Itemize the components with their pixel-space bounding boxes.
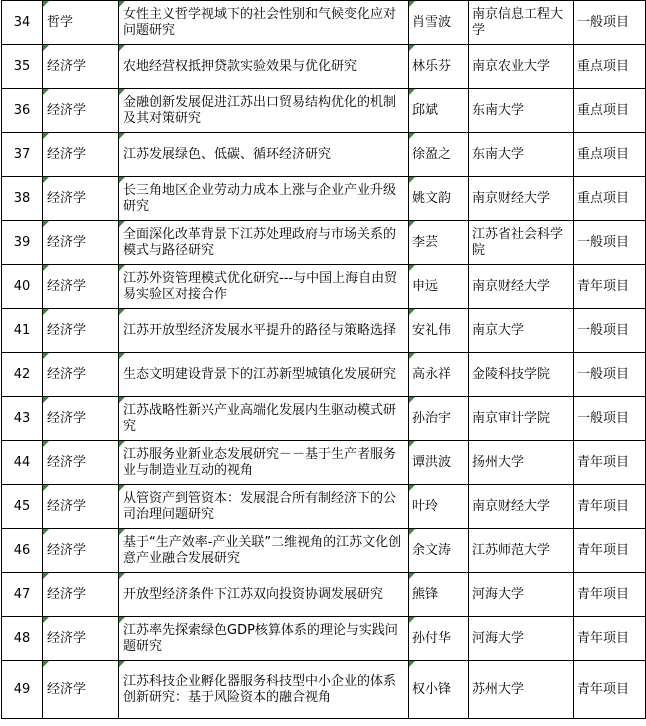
cell-project-title: 从管资产到管资本：发展混合所有制经济下的公司治理问题研究 bbox=[119, 485, 409, 529]
cell-project-type: 一般项目 bbox=[574, 221, 646, 265]
cell-project-title: 金融创新发展促进江苏出口贸易结构优化的机制及其对策研究 bbox=[119, 89, 409, 133]
table-row bbox=[2, 441, 646, 485]
cell-project-type: 青年项目 bbox=[574, 441, 646, 485]
cell-number: 45 bbox=[2, 485, 43, 529]
cell-number: 41 bbox=[2, 309, 43, 353]
cell-project-title: 江苏率先探索绿色GDP核算体系的理论与实践问题研究 bbox=[119, 617, 409, 661]
table-body bbox=[2, 1, 646, 719]
cell-discipline: 经济学 bbox=[43, 441, 119, 485]
cell-number: 39 bbox=[2, 221, 43, 265]
cell-project-title: 生态文明建设背景下的江苏新型城镇化发展研究 bbox=[119, 353, 409, 397]
cell-project-title: 江苏外资管理模式优化研究---与中国上海自由贸易实验区对接合作 bbox=[119, 265, 409, 309]
cell-institution: 河海大学 bbox=[469, 573, 574, 617]
cell-principal: 申远 bbox=[409, 265, 469, 309]
cell-project-type: 重点项目 bbox=[574, 133, 646, 177]
cell-institution: 东南大学 bbox=[469, 133, 574, 177]
table-row bbox=[2, 309, 646, 353]
cell-discipline: 经济学 bbox=[43, 617, 119, 661]
cell-institution: 扬州大学 bbox=[469, 441, 574, 485]
cell-project-title: 江苏战略性新兴产业高端化发展内生驱动模式研究 bbox=[119, 397, 409, 441]
cell-number: 37 bbox=[2, 133, 43, 177]
cell-number: 36 bbox=[2, 89, 43, 133]
cell-principal: 邱斌 bbox=[409, 89, 469, 133]
table-row bbox=[2, 45, 646, 89]
cell-principal: 余文涛 bbox=[409, 529, 469, 573]
cell-discipline: 经济学 bbox=[43, 309, 119, 353]
cell-project-title: 长三角地区企业劳动力成本上涨与企业产业升级研究 bbox=[119, 177, 409, 221]
cell-project-title: 江苏服务业新业态发展研究－－基于生产者服务业与制造业互动的视角 bbox=[119, 441, 409, 485]
cell-institution: 南京财经大学 bbox=[469, 177, 574, 221]
cell-project-type: 一般项目 bbox=[574, 1, 646, 45]
cell-project-title: 基于“生产效率-产业关联”二维视角的江苏文化创意产业融合发展研究 bbox=[119, 529, 409, 573]
cell-project-type: 青年项目 bbox=[574, 617, 646, 661]
cell-principal: 安礼伟 bbox=[409, 309, 469, 353]
cell-principal: 高永祥 bbox=[409, 353, 469, 397]
cell-project-title: 女性主义哲学视域下的社会性别和气候变化应对问题研究 bbox=[119, 1, 409, 45]
table-row bbox=[2, 133, 646, 177]
cell-project-type: 青年项目 bbox=[574, 485, 646, 529]
cell-institution: 南京农业大学 bbox=[469, 45, 574, 89]
cell-institution: 河海大学 bbox=[469, 617, 574, 661]
cell-discipline: 经济学 bbox=[43, 221, 119, 265]
cell-institution: 南京大学 bbox=[469, 309, 574, 353]
project-list-table bbox=[1, 0, 646, 719]
table-row bbox=[2, 573, 646, 617]
cell-principal: 徐盈之 bbox=[409, 133, 469, 177]
cell-institution: 东南大学 bbox=[469, 89, 574, 133]
table-row bbox=[2, 89, 646, 133]
cell-principal: 李芸 bbox=[409, 221, 469, 265]
cell-institution: 江苏师范大学 bbox=[469, 529, 574, 573]
cell-project-type: 重点项目 bbox=[574, 89, 646, 133]
cell-number: 40 bbox=[2, 265, 43, 309]
cell-principal: 叶玲 bbox=[409, 485, 469, 529]
cell-institution: 南京信息工程大学 bbox=[469, 1, 574, 45]
cell-number: 34 bbox=[2, 1, 43, 45]
table-row bbox=[2, 265, 646, 309]
cell-project-title: 开放型经济条件下江苏双向投资协调发展研究 bbox=[119, 573, 409, 617]
cell-principal: 肖雪波 bbox=[409, 1, 469, 45]
cell-number: 47 bbox=[2, 573, 43, 617]
cell-institution: 江苏省社会科学院 bbox=[469, 221, 574, 265]
cell-principal: 谭洪波 bbox=[409, 441, 469, 485]
cell-number: 46 bbox=[2, 529, 43, 573]
cell-institution: 苏州大学 bbox=[469, 661, 574, 719]
cell-discipline: 经济学 bbox=[43, 353, 119, 397]
cell-discipline: 经济学 bbox=[43, 265, 119, 309]
cell-number: 38 bbox=[2, 177, 43, 221]
cell-discipline: 经济学 bbox=[43, 529, 119, 573]
cell-number: 48 bbox=[2, 617, 43, 661]
table-row bbox=[2, 353, 646, 397]
cell-discipline: 经济学 bbox=[43, 573, 119, 617]
cell-institution: 金陵科技学院 bbox=[469, 353, 574, 397]
cell-discipline: 经济学 bbox=[43, 45, 119, 89]
cell-principal: 权小锋 bbox=[409, 661, 469, 719]
table-row bbox=[2, 177, 646, 221]
cell-project-title: 江苏开放型经济发展水平提升的路径与策略选择 bbox=[119, 309, 409, 353]
cell-institution: 南京审计学院 bbox=[469, 397, 574, 441]
cell-project-type: 青年项目 bbox=[574, 573, 646, 617]
cell-project-title: 全面深化改革背景下江苏处理政府与市场关系的模式与路径研究 bbox=[119, 221, 409, 265]
cell-project-type: 重点项目 bbox=[574, 45, 646, 89]
table-row bbox=[2, 397, 646, 441]
table-row bbox=[2, 617, 646, 661]
cell-number: 35 bbox=[2, 45, 43, 89]
table-row bbox=[2, 661, 646, 719]
cell-project-title: 江苏发展绿色、低碳、循环经济研究 bbox=[119, 133, 409, 177]
cell-principal: 姚文韵 bbox=[409, 177, 469, 221]
cell-project-title: 江苏科技企业孵化器服务科技型中小企业的体系创新研究：基于风险资本的融合视角 bbox=[119, 661, 409, 719]
cell-discipline: 经济学 bbox=[43, 485, 119, 529]
cell-number: 44 bbox=[2, 441, 43, 485]
cell-institution: 南京财经大学 bbox=[469, 485, 574, 529]
cell-discipline: 经济学 bbox=[43, 133, 119, 177]
table-row bbox=[2, 221, 646, 265]
cell-discipline: 经济学 bbox=[43, 661, 119, 719]
cell-project-type: 青年项目 bbox=[574, 661, 646, 719]
cell-project-type: 青年项目 bbox=[574, 265, 646, 309]
cell-principal: 林乐芬 bbox=[409, 45, 469, 89]
table-row bbox=[2, 485, 646, 529]
table-row bbox=[2, 1, 646, 45]
cell-number: 49 bbox=[2, 661, 43, 719]
cell-number: 43 bbox=[2, 397, 43, 441]
cell-number: 42 bbox=[2, 353, 43, 397]
cell-project-type: 重点项目 bbox=[574, 177, 646, 221]
cell-discipline: 哲学 bbox=[43, 1, 119, 45]
cell-discipline: 经济学 bbox=[43, 89, 119, 133]
cell-project-type: 一般项目 bbox=[574, 397, 646, 441]
cell-project-type: 一般项目 bbox=[574, 353, 646, 397]
cell-principal: 孙付华 bbox=[409, 617, 469, 661]
cell-principal: 孙治宇 bbox=[409, 397, 469, 441]
cell-discipline: 经济学 bbox=[43, 397, 119, 441]
cell-project-type: 一般项目 bbox=[574, 309, 646, 353]
table-row bbox=[2, 529, 646, 573]
cell-principal: 熊锋 bbox=[409, 573, 469, 617]
cell-institution: 南京财经大学 bbox=[469, 265, 574, 309]
cell-project-type: 青年项目 bbox=[574, 529, 646, 573]
cell-project-title: 农地经营权抵押贷款实验效果与优化研究 bbox=[119, 45, 409, 89]
cell-discipline: 经济学 bbox=[43, 177, 119, 221]
